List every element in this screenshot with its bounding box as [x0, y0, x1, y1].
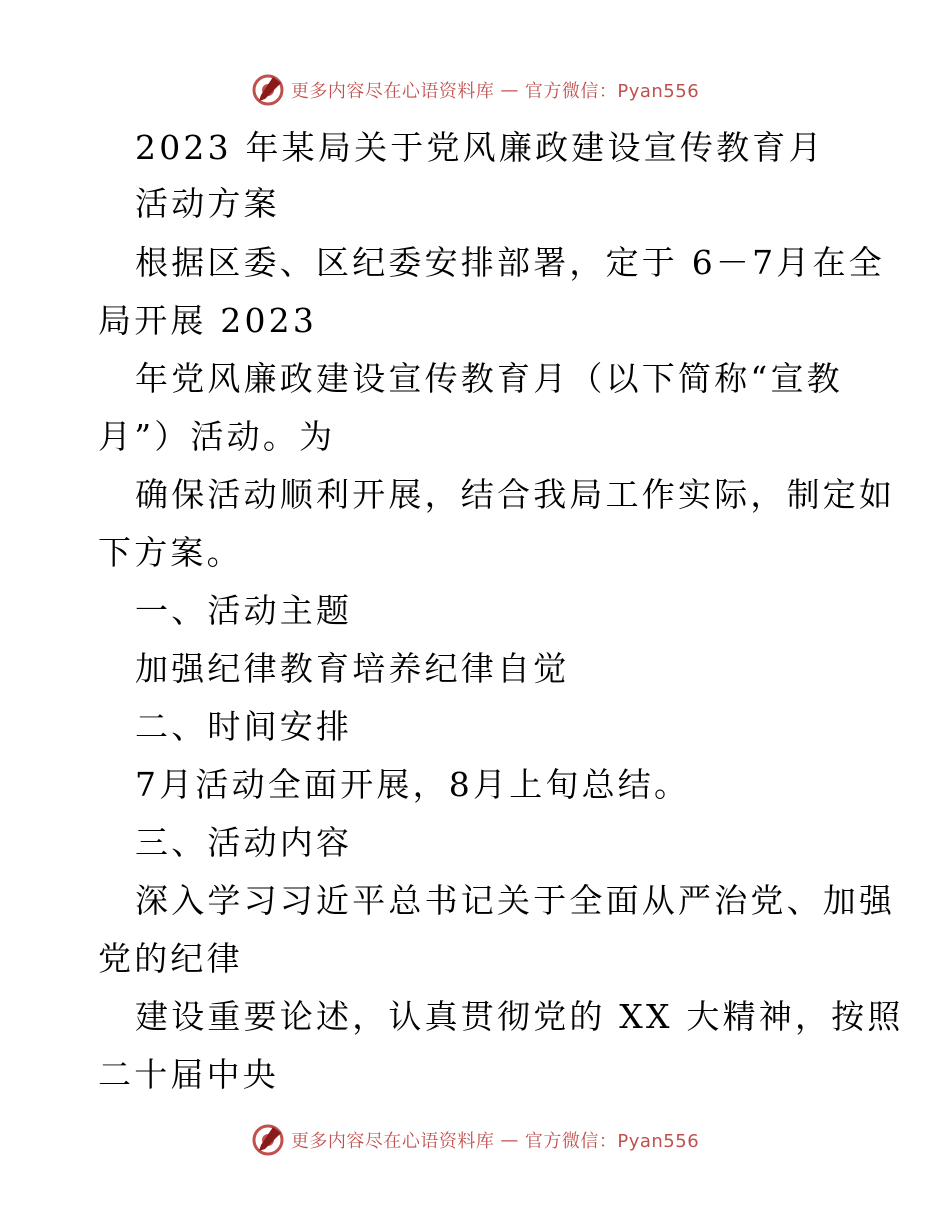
watermark-header — [0, 70, 950, 110]
pen-logo-icon — [251, 73, 285, 107]
paragraph-line: 建设重要论述，认真贯彻党的 XX 大精神，按照 — [135, 997, 904, 1036]
paragraph-line: 加强纪律教育培养纪律自觉 — [135, 649, 570, 688]
section-heading: 一、活动主题 — [135, 591, 353, 630]
document-title-line-1: 2023 年某局关于党风廉政建设宣传教育月 — [135, 128, 825, 167]
paragraph-line: 月”）活动。为 — [98, 417, 336, 456]
watermark-text: 更多内容尽在心语资料库 — [290, 81, 495, 102]
paragraph-line: 局开展 2023 — [98, 301, 318, 340]
watermark-dash: — — [500, 1129, 519, 1151]
section-heading: 二、时间安排 — [135, 707, 353, 746]
watermark-footer — [0, 1120, 950, 1160]
document-title-line-2: 活动方案 — [135, 184, 280, 223]
watermark-dash: — — [500, 79, 519, 101]
watermark-account: 官方微信：Pyan556 — [524, 81, 700, 102]
paragraph-line: 党的纪律 — [98, 939, 243, 978]
paragraph-line: 7月活动全面开展，8月上旬总结。 — [135, 765, 691, 804]
paragraph-line: 确保活动顺利开展，结合我局工作实际，制定如 — [135, 475, 896, 514]
section-heading: 三、活动内容 — [135, 823, 353, 862]
watermark-text: 更多内容尽在心语资料库 — [290, 1131, 495, 1152]
pen-logo-icon — [251, 1123, 285, 1157]
paragraph-line: 深入学习习近平总书记关于全面从严治党、加强 — [135, 881, 896, 920]
paragraph-line: 年党风廉政建设宣传教育月（以下简称“宣教 — [135, 359, 843, 398]
paragraph-line: 二十届中央 — [98, 1055, 279, 1094]
paragraph-line: 根据区委、区纪委安排部署，定于 6－7月在全 — [135, 243, 885, 282]
paragraph-line: 下方案。 — [98, 533, 243, 572]
watermark-account: 官方微信：Pyan556 — [524, 1131, 700, 1152]
